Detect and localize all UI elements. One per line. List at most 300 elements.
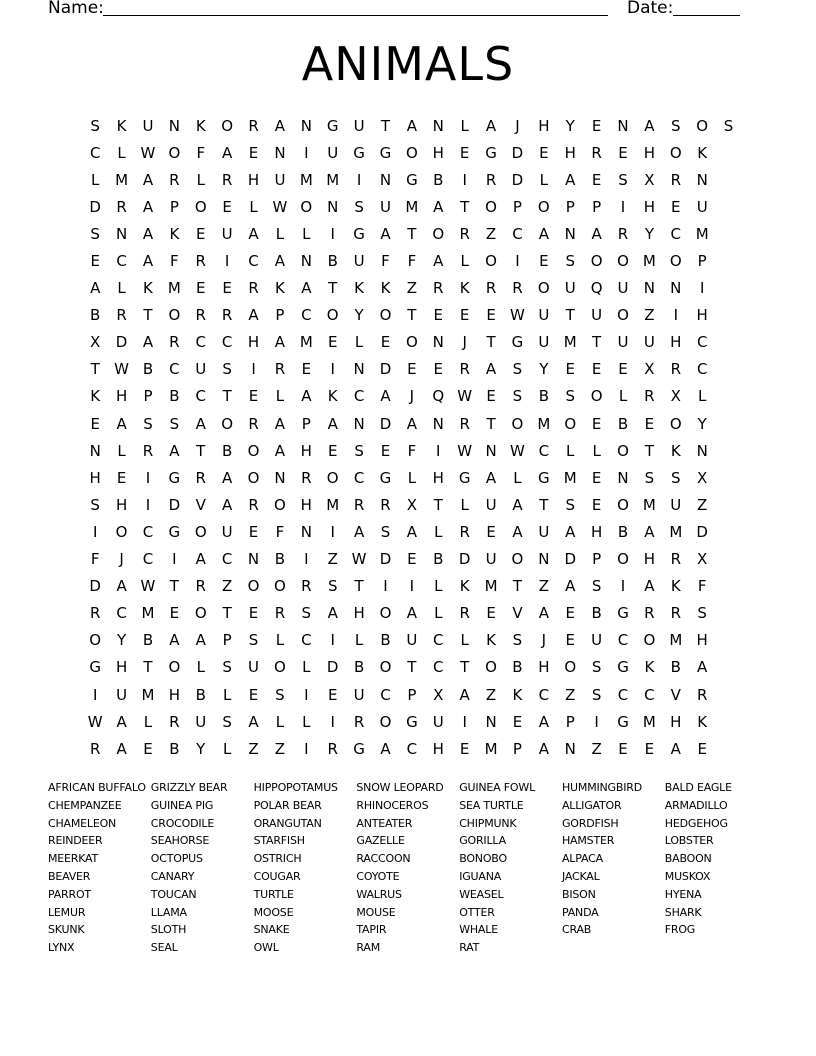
grid-letter[interactable]: R bbox=[274, 604, 286, 623]
grid-letter[interactable]: R bbox=[169, 333, 180, 352]
grid-letter[interactable]: I bbox=[356, 170, 362, 189]
grid-letter[interactable]: A bbox=[565, 170, 576, 189]
grid-letter[interactable]: R bbox=[433, 279, 444, 298]
grid-letter[interactable]: F bbox=[697, 577, 707, 596]
grid-letter[interactable]: I bbox=[462, 712, 467, 731]
grid-letter[interactable]: I bbox=[304, 550, 309, 569]
grid-letter[interactable]: H bbox=[115, 495, 128, 514]
grid-letter[interactable]: H bbox=[300, 495, 312, 514]
grid-letter[interactable]: O bbox=[590, 387, 603, 406]
grid-letter[interactable]: E bbox=[486, 306, 496, 325]
grid-letter[interactable]: R bbox=[459, 604, 470, 623]
grid-letter[interactable]: T bbox=[380, 116, 391, 135]
grid-letter[interactable]: R bbox=[459, 360, 470, 379]
grid-letter[interactable]: C bbox=[195, 333, 206, 352]
grid-letter[interactable]: T bbox=[407, 306, 417, 325]
grid-letter[interactable]: X bbox=[433, 685, 444, 704]
grid-letter[interactable]: P bbox=[512, 197, 522, 216]
grid-letter[interactable]: N bbox=[89, 441, 101, 460]
grid-letter[interactable]: A bbox=[644, 577, 655, 596]
grid-letter[interactable]: O bbox=[168, 658, 181, 677]
grid-letter[interactable]: T bbox=[486, 333, 496, 352]
grid-letter[interactable]: S bbox=[222, 658, 232, 677]
grid-letter[interactable]: H bbox=[432, 739, 444, 758]
grid-letter[interactable]: P bbox=[169, 197, 179, 216]
grid-letter[interactable]: B bbox=[327, 252, 338, 271]
grid-letter[interactable]: L bbox=[434, 577, 443, 596]
grid-letter[interactable]: O bbox=[617, 495, 629, 514]
grid-letter[interactable]: D bbox=[379, 550, 392, 569]
grid-letter[interactable]: C bbox=[301, 306, 312, 325]
grid-letter[interactable]: C bbox=[142, 550, 154, 569]
grid-letter[interactable]: T bbox=[592, 333, 602, 352]
grid-letter[interactable]: H bbox=[643, 143, 656, 162]
grid-letter[interactable]: U bbox=[485, 495, 497, 514]
grid-letter[interactable]: E bbox=[591, 116, 602, 135]
grid-letter[interactable]: Z bbox=[565, 685, 576, 704]
grid-letter[interactable]: I bbox=[251, 360, 256, 379]
grid-letter[interactable]: O bbox=[537, 279, 550, 298]
grid-letter[interactable]: N bbox=[670, 279, 682, 298]
grid-letter[interactable]: R bbox=[512, 279, 523, 298]
grid-letter[interactable]: L bbox=[275, 631, 285, 650]
grid-letter[interactable]: B bbox=[670, 658, 681, 677]
grid-letter[interactable]: W bbox=[510, 306, 525, 325]
grid-letter[interactable]: R bbox=[670, 170, 681, 189]
grid-letter[interactable]: S bbox=[380, 522, 391, 541]
grid-letter[interactable]: Y bbox=[117, 631, 127, 650]
grid-letter[interactable]: K bbox=[116, 116, 127, 135]
grid-letter[interactable]: F bbox=[90, 550, 100, 569]
grid-letter[interactable]: N bbox=[485, 441, 497, 460]
grid-letter[interactable]: W bbox=[457, 387, 473, 406]
grid-letter[interactable]: D bbox=[379, 360, 392, 379]
grid-letter[interactable]: G bbox=[485, 143, 497, 162]
grid-letter[interactable]: M bbox=[563, 333, 577, 352]
grid-letter[interactable]: A bbox=[116, 577, 127, 596]
grid-letter[interactable]: P bbox=[565, 197, 575, 216]
grid-letter[interactable]: Z bbox=[591, 739, 602, 758]
grid-letter[interactable]: C bbox=[617, 631, 629, 650]
grid-letter[interactable]: W bbox=[114, 360, 129, 379]
grid-letter[interactable]: M bbox=[115, 170, 129, 189]
grid-letter[interactable]: E bbox=[486, 604, 496, 623]
grid-letter[interactable]: U bbox=[116, 685, 128, 704]
grid-letter[interactable]: A bbox=[538, 739, 549, 758]
grid-letter[interactable]: E bbox=[671, 197, 681, 216]
grid-letter[interactable]: S bbox=[591, 577, 602, 596]
grid-letter[interactable]: R bbox=[644, 604, 655, 623]
grid-letter[interactable]: E bbox=[459, 306, 470, 325]
grid-letter[interactable]: E bbox=[143, 739, 153, 758]
grid-letter[interactable]: E bbox=[644, 414, 655, 433]
grid-letter[interactable]: T bbox=[169, 577, 179, 596]
grid-letter[interactable]: U bbox=[538, 306, 550, 325]
grid-letter[interactable]: L bbox=[592, 441, 601, 460]
grid-letter[interactable]: A bbox=[142, 170, 154, 189]
grid-letter[interactable]: L bbox=[434, 604, 443, 623]
grid-letter[interactable]: O bbox=[485, 197, 497, 216]
grid-letter[interactable]: I bbox=[92, 685, 98, 704]
grid-letter[interactable]: O bbox=[669, 414, 682, 433]
grid-letter[interactable]: A bbox=[169, 441, 180, 460]
grid-letter[interactable]: R bbox=[221, 170, 233, 189]
grid-letter[interactable]: L bbox=[566, 441, 575, 460]
grid-letter[interactable]: S bbox=[222, 360, 232, 379]
grid-letter[interactable]: O bbox=[696, 116, 709, 135]
grid-letter[interactable]: K bbox=[670, 577, 681, 596]
grid-letter[interactable]: G bbox=[458, 468, 471, 487]
grid-letter[interactable]: U bbox=[353, 685, 365, 704]
grid-letter[interactable]: S bbox=[327, 577, 338, 596]
grid-letter[interactable]: U bbox=[274, 170, 286, 189]
grid-letter[interactable]: X bbox=[644, 170, 655, 189]
grid-letter[interactable]: R bbox=[670, 360, 681, 379]
grid-letter[interactable]: E bbox=[618, 360, 628, 379]
grid-letter[interactable]: R bbox=[169, 712, 180, 731]
grid-letter[interactable]: U bbox=[617, 333, 629, 352]
grid-letter[interactable]: O bbox=[379, 712, 392, 731]
grid-letter[interactable]: N bbox=[274, 143, 286, 162]
grid-letter[interactable]: E bbox=[407, 360, 417, 379]
grid-letter[interactable]: T bbox=[222, 387, 232, 406]
grid-letter[interactable]: L bbox=[407, 468, 417, 487]
grid-letter[interactable]: L bbox=[434, 522, 443, 541]
grid-letter[interactable]: B bbox=[90, 306, 101, 325]
grid-letter[interactable]: D bbox=[168, 495, 181, 514]
grid-letter[interactable]: Z bbox=[485, 224, 497, 243]
grid-letter[interactable]: A bbox=[538, 604, 549, 623]
grid-letter[interactable]: C bbox=[142, 522, 154, 541]
grid-letter[interactable]: G bbox=[353, 739, 365, 758]
grid-letter[interactable]: M bbox=[484, 577, 498, 596]
grid-letter[interactable]: R bbox=[142, 441, 154, 460]
grid-letter[interactable]: O bbox=[564, 414, 577, 433]
grid-letter[interactable]: Z bbox=[274, 739, 286, 758]
grid-letter[interactable]: P bbox=[275, 306, 285, 325]
grid-letter[interactable]: A bbox=[327, 604, 338, 623]
grid-letter[interactable]: D bbox=[89, 577, 101, 596]
grid-letter[interactable]: C bbox=[116, 604, 127, 623]
grid-letter[interactable]: E bbox=[248, 685, 259, 704]
grid-letter[interactable]: I bbox=[515, 252, 520, 271]
grid-letter[interactable]: O bbox=[405, 143, 418, 162]
grid-letter[interactable]: G bbox=[406, 170, 418, 189]
grid-letter[interactable]: E bbox=[222, 279, 232, 298]
grid-letter[interactable]: W bbox=[272, 197, 288, 216]
grid-letter[interactable]: A bbox=[90, 279, 101, 298]
grid-letter[interactable]: M bbox=[642, 252, 656, 271]
grid-letter[interactable]: R bbox=[89, 604, 101, 623]
grid-letter[interactable]: H bbox=[670, 712, 682, 731]
grid-letter[interactable]: A bbox=[644, 522, 655, 541]
grid-letter[interactable]: U bbox=[380, 197, 391, 216]
grid-letter[interactable]: G bbox=[168, 468, 181, 487]
grid-letter[interactable]: O bbox=[300, 197, 313, 216]
grid-letter[interactable]: F bbox=[170, 252, 179, 271]
grid-letter[interactable]: M bbox=[141, 685, 155, 704]
grid-letter[interactable]: U bbox=[485, 550, 497, 569]
grid-letter[interactable]: C bbox=[696, 333, 708, 352]
grid-letter[interactable]: B bbox=[617, 522, 629, 541]
grid-letter[interactable]: S bbox=[354, 197, 364, 216]
grid-letter[interactable]: O bbox=[379, 306, 392, 325]
grid-letter[interactable]: O bbox=[485, 252, 497, 271]
grid-letter[interactable]: U bbox=[248, 658, 260, 677]
name-field-line[interactable] bbox=[103, 15, 608, 16]
grid-letter[interactable]: S bbox=[512, 360, 523, 379]
grid-letter[interactable]: A bbox=[195, 631, 206, 650]
grid-letter[interactable]: R bbox=[353, 495, 365, 514]
grid-letter[interactable]: E bbox=[618, 143, 628, 162]
grid-letter[interactable]: A bbox=[433, 197, 444, 216]
grid-letter[interactable]: N bbox=[274, 468, 286, 487]
grid-letter[interactable]: H bbox=[115, 387, 128, 406]
grid-letter[interactable]: C bbox=[221, 333, 233, 352]
grid-letter[interactable]: N bbox=[300, 252, 312, 271]
grid-letter[interactable]: O bbox=[617, 550, 629, 569]
grid-letter[interactable]: B bbox=[591, 604, 602, 623]
grid-letter[interactable]: G bbox=[379, 143, 392, 162]
grid-letter[interactable]: H bbox=[432, 143, 444, 162]
grid-letter[interactable]: A bbox=[406, 414, 418, 433]
grid-letter[interactable]: D bbox=[89, 197, 101, 216]
grid-letter[interactable]: O bbox=[643, 631, 656, 650]
grid-letter[interactable]: N bbox=[379, 170, 392, 189]
grid-letter[interactable]: E bbox=[222, 197, 232, 216]
grid-letter[interactable]: E bbox=[565, 360, 575, 379]
grid-letter[interactable]: E bbox=[486, 522, 496, 541]
grid-letter[interactable]: L bbox=[354, 631, 364, 650]
grid-letter[interactable]: U bbox=[406, 631, 418, 650]
grid-letter[interactable]: A bbox=[222, 143, 233, 162]
grid-letter[interactable]: G bbox=[379, 468, 392, 487]
grid-letter[interactable]: A bbox=[142, 252, 154, 271]
grid-letter[interactable]: M bbox=[326, 495, 340, 514]
grid-letter[interactable]: P bbox=[407, 685, 417, 704]
grid-letter[interactable]: A bbox=[433, 252, 444, 271]
grid-letter[interactable]: Y bbox=[565, 116, 575, 135]
grid-letter[interactable]: A bbox=[222, 468, 233, 487]
grid-letter[interactable]: T bbox=[644, 441, 654, 460]
grid-letter[interactable]: O bbox=[669, 143, 682, 162]
grid-letter[interactable]: M bbox=[537, 414, 551, 433]
grid-letter[interactable]: K bbox=[670, 441, 681, 460]
grid-letter[interactable]: Y bbox=[644, 224, 654, 243]
grid-letter[interactable]: Z bbox=[538, 577, 549, 596]
grid-letter[interactable]: A bbox=[670, 739, 681, 758]
grid-letter[interactable]: E bbox=[407, 550, 417, 569]
grid-letter[interactable]: E bbox=[539, 252, 549, 271]
grid-letter[interactable]: O bbox=[274, 658, 286, 677]
grid-letter[interactable]: N bbox=[564, 224, 576, 243]
grid-letter[interactable]: T bbox=[143, 658, 153, 677]
grid-letter[interactable]: A bbox=[485, 468, 497, 487]
grid-letter[interactable]: R bbox=[485, 279, 497, 298]
grid-letter[interactable]: N bbox=[300, 116, 312, 135]
grid-letter[interactable]: D bbox=[458, 550, 471, 569]
grid-letter[interactable]: P bbox=[222, 631, 232, 650]
grid-letter[interactable]: F bbox=[407, 441, 417, 460]
grid-letter[interactable]: I bbox=[330, 360, 335, 379]
grid-letter[interactable]: C bbox=[644, 685, 655, 704]
grid-letter[interactable]: K bbox=[697, 712, 708, 731]
grid-letter[interactable]: A bbox=[591, 224, 602, 243]
grid-letter[interactable]: L bbox=[302, 658, 311, 677]
grid-letter[interactable]: O bbox=[221, 116, 234, 135]
grid-letter[interactable]: P bbox=[697, 252, 707, 271]
grid-letter[interactable]: L bbox=[539, 170, 549, 189]
grid-letter[interactable]: B bbox=[617, 414, 629, 433]
grid-letter[interactable]: F bbox=[275, 522, 285, 541]
grid-letter[interactable]: Y bbox=[697, 414, 707, 433]
grid-letter[interactable]: C bbox=[248, 252, 259, 271]
grid-letter[interactable]: U bbox=[591, 631, 603, 650]
grid-letter[interactable]: O bbox=[89, 631, 102, 650]
grid-letter[interactable]: U bbox=[221, 522, 233, 541]
grid-letter[interactable]: N bbox=[115, 224, 128, 243]
grid-letter[interactable]: H bbox=[115, 658, 128, 677]
grid-letter[interactable]: E bbox=[433, 306, 444, 325]
grid-letter[interactable]: B bbox=[512, 658, 523, 677]
grid-letter[interactable]: R bbox=[617, 224, 629, 243]
grid-letter[interactable]: N bbox=[617, 468, 629, 487]
grid-letter[interactable]: N bbox=[696, 441, 708, 460]
grid-letter[interactable]: H bbox=[643, 197, 656, 216]
grid-letter[interactable]: A bbox=[274, 414, 286, 433]
grid-letter[interactable]: G bbox=[617, 712, 629, 731]
grid-letter[interactable]: O bbox=[617, 306, 629, 325]
grid-letter[interactable]: K bbox=[459, 279, 470, 298]
grid-letter[interactable]: I bbox=[436, 441, 441, 460]
grid-letter[interactable]: E bbox=[380, 333, 391, 352]
grid-letter[interactable]: M bbox=[167, 279, 181, 298]
grid-letter[interactable]: N bbox=[432, 333, 444, 352]
grid-letter[interactable]: H bbox=[590, 522, 603, 541]
grid-letter[interactable]: W bbox=[457, 441, 473, 460]
grid-letter[interactable]: R bbox=[116, 306, 127, 325]
grid-letter[interactable]: N bbox=[300, 522, 312, 541]
grid-letter[interactable]: V bbox=[195, 495, 206, 514]
grid-letter[interactable]: M bbox=[299, 333, 313, 352]
grid-letter[interactable]: B bbox=[353, 658, 365, 677]
grid-letter[interactable]: N bbox=[485, 712, 497, 731]
grid-letter[interactable]: N bbox=[247, 550, 260, 569]
grid-letter[interactable]: Z bbox=[248, 739, 259, 758]
grid-letter[interactable]: L bbox=[302, 224, 311, 243]
grid-letter[interactable]: B bbox=[222, 441, 233, 460]
grid-letter[interactable]: A bbox=[274, 441, 286, 460]
grid-letter[interactable]: A bbox=[142, 333, 154, 352]
grid-letter[interactable]: U bbox=[643, 333, 655, 352]
grid-letter[interactable]: L bbox=[117, 143, 126, 162]
grid-letter[interactable]: H bbox=[89, 468, 101, 487]
grid-letter[interactable]: I bbox=[673, 306, 678, 325]
grid-letter[interactable]: I bbox=[594, 712, 599, 731]
grid-letter[interactable]: J bbox=[119, 550, 124, 569]
grid-letter[interactable]: G bbox=[406, 712, 418, 731]
grid-letter[interactable]: S bbox=[169, 414, 180, 433]
grid-letter[interactable]: W bbox=[140, 143, 156, 162]
grid-letter[interactable]: A bbox=[406, 604, 418, 623]
grid-letter[interactable]: A bbox=[248, 712, 259, 731]
grid-letter[interactable]: C bbox=[538, 685, 550, 704]
grid-letter[interactable]: O bbox=[537, 197, 550, 216]
grid-letter[interactable]: U bbox=[195, 360, 207, 379]
grid-letter[interactable]: A bbox=[512, 495, 523, 514]
grid-letter[interactable]: S bbox=[591, 658, 602, 677]
grid-letter[interactable]: T bbox=[328, 279, 338, 298]
grid-letter[interactable]: N bbox=[353, 360, 365, 379]
grid-letter[interactable]: L bbox=[196, 170, 205, 189]
grid-letter[interactable]: L bbox=[460, 495, 469, 514]
grid-letter[interactable]: O bbox=[247, 468, 260, 487]
grid-letter[interactable]: O bbox=[115, 522, 128, 541]
grid-letter[interactable]: A bbox=[565, 577, 576, 596]
grid-letter[interactable]: J bbox=[409, 387, 415, 406]
grid-letter[interactable]: C bbox=[221, 550, 233, 569]
grid-letter[interactable]: O bbox=[326, 306, 339, 325]
grid-letter[interactable]: O bbox=[194, 197, 207, 216]
grid-letter[interactable]: O bbox=[379, 658, 392, 677]
grid-letter[interactable]: L bbox=[460, 631, 469, 650]
grid-letter[interactable]: U bbox=[538, 522, 550, 541]
grid-letter[interactable]: T bbox=[407, 224, 417, 243]
grid-letter[interactable]: N bbox=[564, 739, 576, 758]
grid-letter[interactable]: M bbox=[669, 522, 683, 541]
grid-letter[interactable]: A bbox=[248, 224, 259, 243]
grid-letter[interactable]: R bbox=[248, 414, 259, 433]
grid-letter[interactable]: E bbox=[591, 414, 602, 433]
grid-letter[interactable]: T bbox=[354, 577, 364, 596]
grid-letter[interactable]: I bbox=[620, 577, 626, 596]
grid-letter[interactable]: D bbox=[511, 143, 524, 162]
grid-letter[interactable]: A bbox=[459, 685, 470, 704]
grid-letter[interactable]: A bbox=[169, 631, 180, 650]
grid-letter[interactable]: Y bbox=[539, 360, 549, 379]
grid-letter[interactable]: S bbox=[301, 604, 312, 623]
grid-letter[interactable]: R bbox=[380, 495, 391, 514]
grid-letter[interactable]: G bbox=[168, 522, 181, 541]
grid-letter[interactable]: M bbox=[141, 604, 155, 623]
grid-letter[interactable]: M bbox=[642, 495, 656, 514]
grid-letter[interactable]: L bbox=[143, 712, 153, 731]
grid-letter[interactable]: S bbox=[512, 631, 523, 650]
grid-letter[interactable]: Z bbox=[406, 279, 418, 298]
grid-letter[interactable]: Z bbox=[485, 685, 497, 704]
grid-letter[interactable]: U bbox=[142, 116, 154, 135]
grid-letter[interactable]: K bbox=[327, 387, 338, 406]
grid-letter[interactable]: A bbox=[697, 658, 708, 677]
grid-letter[interactable]: P bbox=[565, 712, 575, 731]
grid-letter[interactable]: C bbox=[433, 658, 444, 677]
grid-letter[interactable]: H bbox=[696, 631, 708, 650]
grid-letter[interactable]: V bbox=[670, 685, 681, 704]
grid-letter[interactable]: E bbox=[565, 631, 575, 650]
grid-letter[interactable]: R bbox=[248, 116, 259, 135]
grid-letter[interactable]: L bbox=[302, 712, 311, 731]
grid-letter[interactable]: X bbox=[697, 550, 708, 569]
grid-letter[interactable]: S bbox=[565, 252, 575, 271]
grid-letter[interactable]: T bbox=[196, 441, 206, 460]
grid-letter[interactable]: W bbox=[87, 712, 103, 731]
grid-letter[interactable]: U bbox=[432, 712, 444, 731]
grid-letter[interactable]: E bbox=[248, 387, 259, 406]
grid-letter[interactable]: G bbox=[617, 604, 629, 623]
grid-letter[interactable]: H bbox=[670, 333, 682, 352]
grid-letter[interactable]: L bbox=[196, 658, 205, 677]
grid-letter[interactable]: A bbox=[116, 739, 127, 758]
